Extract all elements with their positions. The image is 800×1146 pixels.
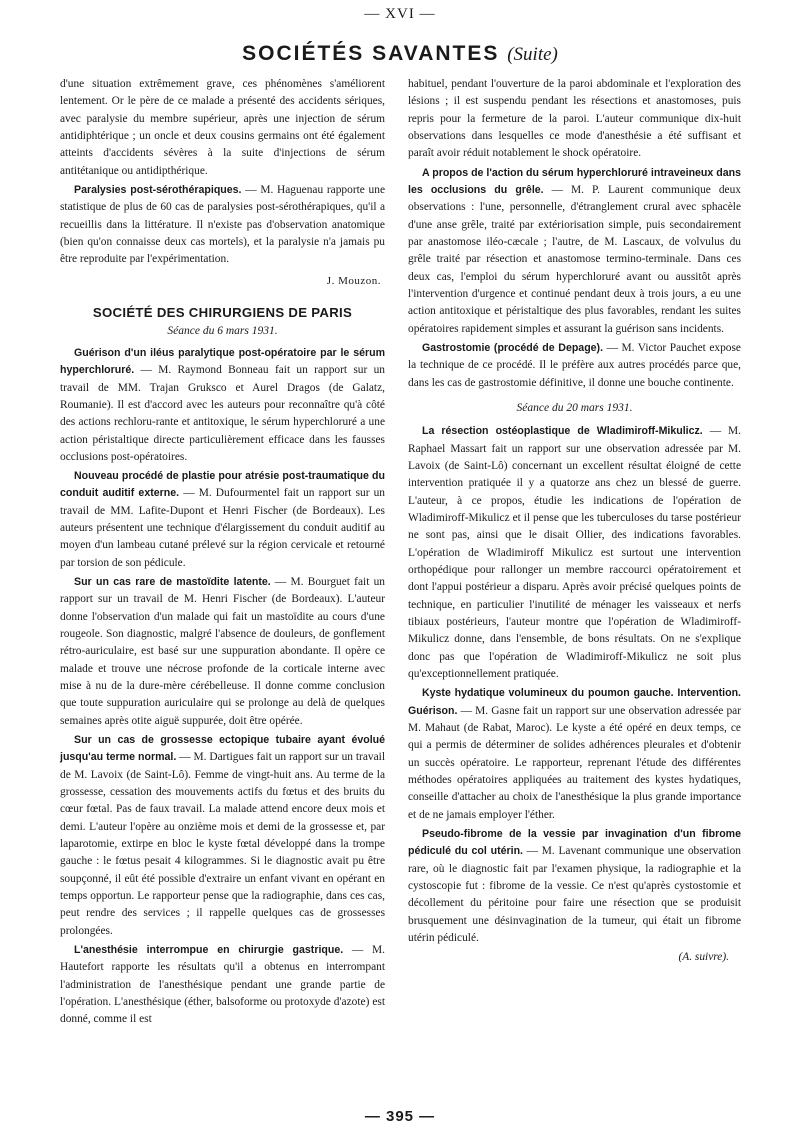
text-fibrome: — M. Lavenant communique une observation rare, où le diagnostic fait par l'examen physique, la radiographie et la cystoscopie fut : fibrome de la vessie. Ce n'est qu'après cystostomie et décollement du péritoine pour faire une résection que se produisit brusquement une désinvagination de la tumeur, qui était un fibrome utérin pédiculé.: [408, 845, 741, 944]
paragraph-resection: [408, 423, 741, 683]
text-plastie: — M. Dufourmentel fait un rapport sur un travail de MM. Lafite-Dupont et Henri Fischer (de Bordeaux). Les auteurs présentent une technique d'élargissement du conduit auditif au moyen d'un lambeau cutané prélevé sur la région cervicale et retourné par torsion de son pédicule.: [60, 487, 385, 569]
right-column: [408, 76, 741, 967]
running-title: [0, 42, 800, 66]
paragraph-kyste: [408, 685, 741, 824]
paragraph-continuation: habituel, pendant l'ouverture de la paroi abdominale et l'exploration des lésions ; il est suspendu pendant les résections et anastomoses, puis repris pour la fermeture de la paroi. L'auteur communique dix-huit observations dans lesquelles ce mode d'anesthésie a été suffisant et paraît avoir réduit notablement le shock opératoire.: [408, 78, 741, 160]
heading-resection: La résection ostéoplastique de Wladimiroff-Mikulicz.: [422, 425, 703, 438]
text-grossesse: — M. Dartigues fait un rapport sur un travail de M. Lavoix (de Saint-Lô). Femme de vingt-huit ans. Au terme de la grossesse, cessation des mouvements actifs du fœtus et des bruits du cœur fœtal. Pas de faux travail. La malade attend encore deux mois et demi. L'auteur l'opère au onzième mois et demi de la grossesse et, par laparotomie, extirpe en bloc le kyste fœtal développé dans la trompe gauche : le fœtus pesait 4 kilogrammes. Si le diagnostic avait pu être soupçonné, il eût été possible d'extraire un enfant vivant en opérant en temps opportun. Le rapporteur pense que la radiographie, dans ces cas, peut rendre des services ; il rappelle quelques cas de grossesses prolongées.: [60, 751, 385, 937]
paragraph-serum: [408, 165, 741, 338]
paragraph-anesthesie: [60, 942, 385, 1029]
heading-kyste: Kyste hydatique volumineux du poumon gauche. Intervention. Guérison.: [408, 687, 741, 717]
paragraph-fibrome: [408, 826, 741, 947]
heading-anesthesie: L'anesthésie interrompue en chirurgie gastrique.: [74, 944, 344, 957]
page-folio-roman: — XVI —: [364, 6, 436, 22]
heading-serum: A propos de l'action du sérum hyperchloruré intraveineux dans les occlusions du grêle.: [408, 166, 741, 196]
running-title-text: SOCIÉTÉS SAVANTES: [242, 42, 500, 65]
text-kyste: — M. Gasne fait un rapport sur une observation adressée par M. Mahaut (de Rabat, Maroc). Le kyste a été opéré en deux temps, ce qui a permis de déterminer de solides adhérences pleurales et d'obtenir un succès opératoire. Le rapporteur, reprenant l'étude des différentes méthodes opératoires appliquées au traitement des kystes hydatiques, conseille d'attacher au choix de l'anesthésique la plus grande importance et de ne jamais employer l'éther.: [408, 704, 741, 821]
heading-gastrostomie: Gastrostomie (procédé de Depage).: [422, 341, 604, 354]
page-number: — 395 —: [364, 1108, 436, 1125]
text-gastrostomie: — M. Victor Pauchet expose la technique de ce procédé. Il le préfère aux autres procédés parce que, dans les cas de gastrostomie définitive, il donne une bouche continente.: [408, 341, 741, 389]
heading-paralysies: Paralysies post-sérothérapiques.: [74, 183, 242, 196]
paragraph-mastoidite: [60, 574, 385, 730]
running-title-suffix: (Suite): [507, 44, 558, 65]
paragraph-ileus: [60, 345, 385, 466]
text-paralysies: — M. Haguenau rapporte une statistique de plus de 60 cas de paralysies post-sérothérapiques, qu'il a recueillis dans la littérature. Il n'existe pas d'observation anatomique (bien qu'on connaisse deux cas mortels), et la paralysie n'a jamais pu être reproduite par l'expérimentation.: [60, 183, 385, 266]
text-resection: — M. Raphael Massart fait un rapport sur une observation adressée par M. Lavoix (de Saint-Lô) concernant un excellent résultat éloigné de cette intervention pratiquée il y a quatorze ans chez un blessé de guerre. L'auteur, à ce propos, étudie les indications de l'opération de Wladimiroff-Mikulicz et il pense que les tuberculoses du tarse postérieur ne sont pas, ainsi que le disait Ollier, des indications favorables. L'opération de Wladimiroff Mikulicz est surtout une intervention orthopédique pour rallonger un membre raccourci opératoirement et dont l'appui postérieur a disparu. Après avoir précisé quelques points de technique, en particulier l'inutilité de ménager les vaisseaux et nerfs tibiaux postérieurs, l'auteur montre que l'opération de Wladimiroff-Mikulicz donne, dans l'ensemble, de bons résultats. On ne s'explique donc pas que l'opération de Wladimiroff-Mikulicz ne soit plus qu'exceptionnellement pratiquée.: [408, 425, 742, 680]
society-title: SOCIÉTÉ DES CHIRURGIENS DE PARIS: [92, 305, 353, 321]
heading-mastoidite: Sur un cas rare de mastoïdite latente.: [74, 576, 271, 589]
seance-date-2: Séance du 20 mars 1931.: [516, 401, 633, 414]
paragraph-intro: d'une situation extrêmement grave, ces phénomènes s'améliorent lentement. Or le père de ce malade a présenté des accidents sériques, avec paralysie du membre supérieur, après une injection de sérum antidiphtérique ; un oncle et deux cousins germains ont été également atteints d'accidents sévères à la suite d'injections de sérum antitétanique ou antidipthérique.: [60, 78, 385, 177]
left-column: [60, 76, 385, 1031]
author-signature: J. Mouzon.: [326, 274, 381, 287]
heading-grossesse: Sur un cas de grossesse ectopique tubaire ayant évolué jusqu'au terme normal.: [60, 734, 385, 764]
heading-plastie: Nouveau procédé de plastie pour atrésie post-traumatique du conduit auditif externe.: [60, 470, 385, 500]
heading-fibrome: Pseudo-fibrome de la vessie par invagination d'un fibrome pédiculé du col utérin.: [408, 827, 741, 858]
text-anesthesie: — M. Hautefort rapporte les résultats qu'il a obtenus en interrompant l'administration de l'anesthésique pendant une grande partie de l'opération. L'anesthésique (éther, balsoforme ou protoxyde d'azote) est donné, comme il est: [60, 944, 385, 1026]
paragraph-grossesse: [60, 732, 385, 940]
paragraph-gastrostomie: [408, 340, 741, 392]
paragraph-plastie: [60, 468, 385, 572]
text-mastoidite: — M. Bourguet fait un rapport sur un travail de M. Henri Fischer (de Bordeaux). L'auteur donne l'observation d'un malade qui fait un mastoïdite au cours d'une rougeole. Son diagnostic, malgré l'absence de douleurs, de gonflement rétro-auriculaire, est basé sur une suppuration abondante. Il opère ce malade et trouve une nécrose profonde de la corticale interne avec mise à nu de la dure-mère cérébelleuse. Il donne comme conclusion que toute suppuration auriculaire qui se prolonge au delà de quelques semaines après otite aiguë suppurée, doit être opérée.: [60, 576, 385, 727]
to-be-continued: (A. suivre).: [678, 951, 729, 964]
paragraph-paralysies: [60, 182, 385, 269]
text-ileus: — M. Raymond Bonneau fait un rapport sur un travail de MM. Trajan Gruksco et Aurel Dragos (de Galatz, Roumanie). Il est d'accord avec les auteurs pour reconnaître qu'à côté des actions rechloru-rante et antitoxique, le sérum hyperchloruré a une action péristaltique directe particulièrement efficace dans les fausses occlusions post-opératoires.: [60, 364, 385, 463]
text-serum: — M. P. Laurent communique deux observations : l'une, personnelle, d'étranglement crural avec sphacèle d'une anse grêle, traité par extériorisation simple, puis secondairement par anastomose iléo-cæcale ; l'autre, de M. Lascaux, de volvulus du grêle traité par résection et anastomose termino-terminale. Dans ces deux cas, l'emploi du sérum hyperchloruré avant ou aussitôt après l'intervention d'urgence et continué pendant deux à trois jours, a eu une action antitoxique et péristaltique des plus favorables, rendant les suites opératoires rapidement simples et assurant la guérison sans incidents.: [408, 183, 742, 335]
seance-date-1: Séance du 6 mars 1931.: [167, 325, 278, 338]
heading-ileus: Guérison d'un iléus paralytique post-opératoire par le sérum hyperchloruré.: [60, 346, 385, 377]
